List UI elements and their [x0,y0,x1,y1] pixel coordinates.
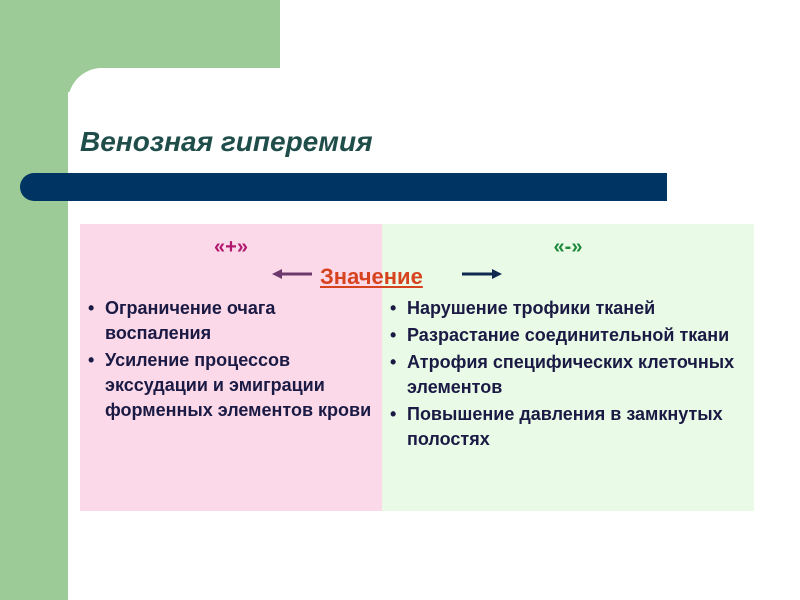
list-item-text: Нарушение трофики тканей [407,298,656,318]
negative-list [390,296,750,454]
list-item-text: Усиление процессов экссудации и эмиграции форменных элементов крови [105,350,372,420]
list-item-text: Повышение давления в замкнутых полостях [407,404,723,449]
plus-header: «+» [214,236,248,258]
list-item [390,402,750,452]
bullet-icon: • [88,350,95,370]
right-arrow-icon [460,266,502,282]
bullet-icon: • [390,325,397,345]
list-item [88,296,376,346]
slide-title: Венозная гиперемия [80,126,373,157]
list-item [390,323,750,348]
list-item [390,350,750,400]
minus-header: «-» [553,236,583,258]
bullet-icon: • [390,298,397,318]
bullet-icon: • [88,298,95,318]
positive-list [88,296,376,425]
list-item [390,296,750,321]
left-arrow-icon [272,266,314,282]
list-item-text: Разрастание соединительной ткани [407,325,730,345]
list-item-text: Ограничение очага воспаления [105,298,276,343]
title-underline-bar [20,173,667,201]
list-item-text: Атрофия специфических клеточных элементов [407,352,735,397]
bullet-icon: • [390,352,397,372]
bullet-icon: • [390,404,397,424]
meaning-label: Значение [320,264,423,289]
list-item [88,348,376,423]
